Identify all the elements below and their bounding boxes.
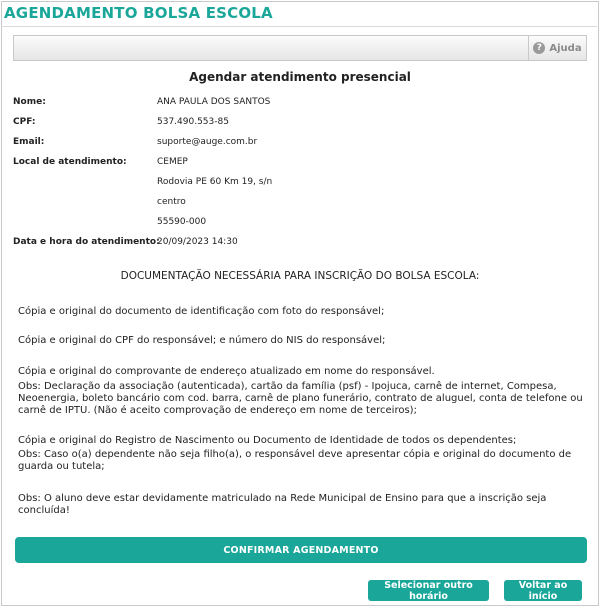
- datahora-label: Data e hora do atendimento:: [13, 237, 160, 247]
- nome-label: Nome:: [13, 97, 46, 107]
- title-divider: [1, 26, 597, 27]
- email-value: suporte@auge.com.br: [157, 137, 258, 147]
- select-other-time-button[interactable]: Selecionar outro horário: [368, 580, 489, 601]
- local-zip: 55590-000: [157, 217, 207, 227]
- doc-item-dependents-obs: Obs: Caso o(a) dependente não seja filho(a), o responsável deve apresentar cópia e original do documento de guarda ou tutela;: [18, 449, 572, 472]
- doc-item-address-obs: Obs: Declaração da associação (autenticada), cartão da família (psf) - Ipojuca, carnê de internet, Compesa, Neoenergia, boleto bancário com cod. barra, carnê de plano funerário, contrato de aluguel, conta de telefone ou carnê de IPTU. (Não é aceito comprovação de endereço em nome de terceiros);: [18, 381, 583, 416]
- doc-item-dependents: Cópia e original do Registro de Nascimento ou Documento de Identidade de todos os dependentes;: [18, 435, 517, 446]
- documentation-heading: DOCUMENTAÇÃO NECESSÁRIA PARA INSCRIÇÃO DO BOLSA ESCOLA:: [120, 270, 480, 282]
- local-district: centro: [157, 197, 186, 207]
- email-label: Email:: [13, 137, 45, 147]
- toolbar: [13, 35, 587, 61]
- doc-final-obs: Obs: O aluno deve estar devidamente matriculado na Rede Municipal de Ensino para que a inscrição seja concluída!: [18, 493, 547, 516]
- nome-value: ANA PAULA DOS SANTOS: [157, 97, 271, 107]
- doc-item-address: Cópia e original do comprovante de endereço atualizado em nome do responsável.: [18, 366, 435, 377]
- datahora-value: 20/09/2023 14:30: [157, 237, 238, 247]
- local-label: Local de atendimento:: [13, 157, 127, 167]
- doc-item-cpf: Cópia e original do CPF do responsável; e número do NIS do responsável;: [18, 335, 386, 346]
- page-title: Agendar atendimento presencial: [189, 70, 411, 84]
- help-label: Ajuda: [549, 42, 582, 54]
- app-title: AGENDAMENTO BOLSA ESCOLA: [4, 4, 273, 22]
- local-name: CEMEP: [157, 157, 188, 167]
- confirm-booking-button[interactable]: CONFIRMAR AGENDAMENTO: [15, 537, 587, 563]
- local-address: Rodovia PE 60 Km 19, s/n: [157, 177, 273, 187]
- back-to-start-button[interactable]: Voltar ao início: [504, 580, 582, 601]
- doc-item-identity: Cópia e original do documento de identificação com foto do responsável;: [18, 306, 385, 317]
- cpf-value: 537.490.553-85: [157, 117, 229, 127]
- cpf-label: CPF:: [13, 117, 36, 127]
- help-icon: ?: [533, 42, 545, 54]
- help-button[interactable]: [528, 36, 586, 60]
